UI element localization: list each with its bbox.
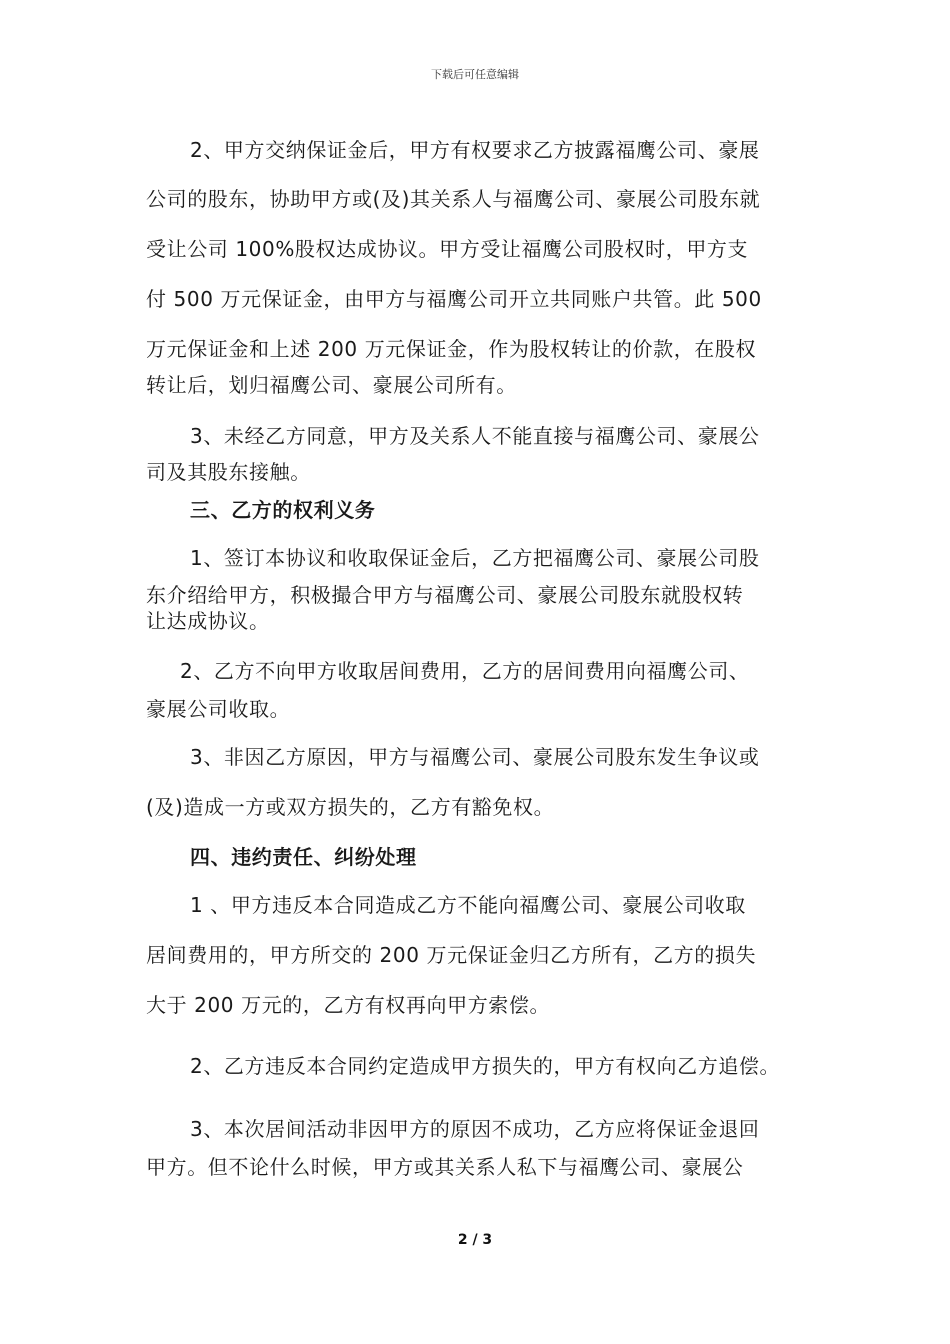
paragraph-line: 转让后，划归福鹰公司、豪展公司所有。 <box>146 373 517 397</box>
paragraph-line: 大于 200 万元的，乙方有权再向甲方索偿。 <box>146 993 551 1017</box>
paragraph-line: 公司的股东，协助甲方或(及)其关系人与福鹰公司、豪展公司股东就 <box>146 187 761 211</box>
paragraph-line: 付 500 万元保证金，由甲方与福鹰公司开立共同账户共管。此 500 <box>146 287 762 311</box>
paragraph-line: 东介绍给甲方，积极撮合甲方与福鹰公司、豪展公司股东就股权转 <box>146 583 744 607</box>
paragraph-line: 2、乙方违反本合同约定造成甲方损失的，甲方有权向乙方追偿。 <box>190 1054 781 1078</box>
paragraph-line: 2、甲方交纳保证金后，甲方有权要求乙方披露福鹰公司、豪展 <box>190 138 760 162</box>
paragraph-line: 1、签订本协议和收取保证金后，乙方把福鹰公司、豪展公司股 <box>190 546 760 570</box>
paragraph-line: 1 、甲方违反本合同造成乙方不能向福鹰公司、豪展公司收取 <box>190 893 746 917</box>
page-number: 2 / 3 <box>457 1232 493 1248</box>
page-header-note: 下载后可任意编辑 <box>431 68 519 81</box>
paragraph-line: 豪展公司收取。 <box>146 697 291 721</box>
paragraph-line: 司及其股东接触。 <box>146 460 311 484</box>
paragraph-line: 万元保证金和上述 200 万元保证金，作为股权转让的价款，在股权 <box>146 337 757 361</box>
paragraph-line: (及)造成一方或双方损失的，乙方有豁免权。 <box>146 795 555 819</box>
paragraph-line: 受让公司 100%股权达成协议。甲方受让福鹰公司股权时，甲方支 <box>146 237 749 261</box>
section-heading: 四、违约责任、纠纷处理 <box>190 845 417 869</box>
paragraph-line: 3、非因乙方原因，甲方与福鹰公司、豪展公司股东发生争议或 <box>190 745 760 769</box>
section-heading: 三、乙方的权利义务 <box>190 498 376 522</box>
paragraph-line: 2、乙方不向甲方收取居间费用，乙方的居间费用向福鹰公司、 <box>180 659 750 683</box>
paragraph-line: 让达成协议。 <box>146 609 270 633</box>
paragraph-line: 甲方。但不论什么时候，甲方或其关系人私下与福鹰公司、豪展公 <box>146 1155 744 1179</box>
paragraph-line: 3、未经乙方同意，甲方及关系人不能直接与福鹰公司、豪展公 <box>190 424 760 448</box>
paragraph-line: 居间费用的，甲方所交的 200 万元保证金归乙方所有，乙方的损失 <box>146 943 757 967</box>
paragraph-line: 3、本次居间活动非因甲方的原因不成功，乙方应将保证金退回 <box>190 1117 760 1141</box>
